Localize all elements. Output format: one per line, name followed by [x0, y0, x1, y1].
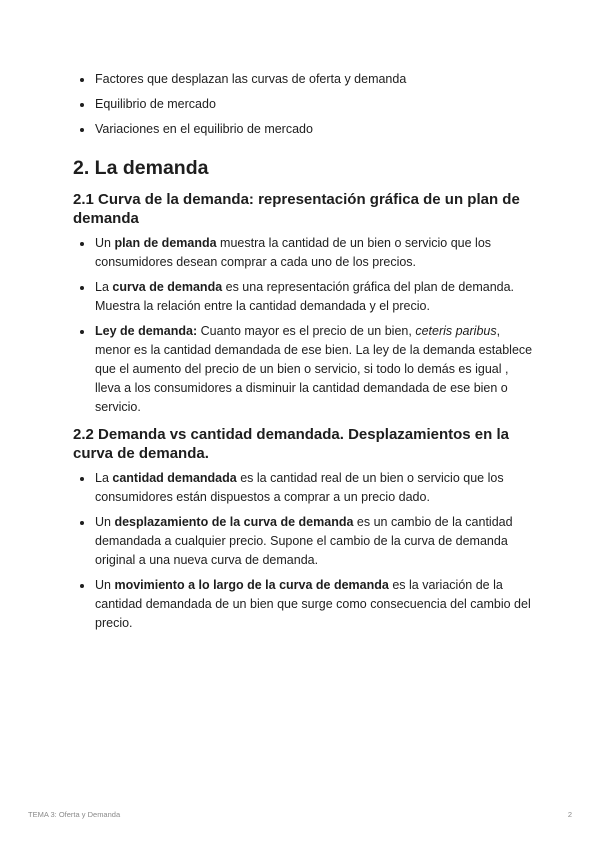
list-item: La cantidad demandada es la cantidad real de un bien o servicio que los consumidores están dispuestos a comprar a un precio dado.	[73, 469, 533, 507]
key-term: movimiento a lo largo de la curva de demanda	[114, 578, 389, 592]
list-item: Un plan de demanda muestra la cantidad de un bien o servicio que los consumidores desean comprar a cada uno de los precios.	[73, 234, 533, 272]
list-item: Un desplazamiento de la curva de demanda es un cambio de la cantidad demandada a cualquier precio. Supone el cambio de la curva de demanda original a una nueva curva de demanda.	[73, 513, 533, 570]
key-term: desplazamiento de la curva de demanda	[114, 515, 354, 529]
section-heading: 2. La demanda	[73, 157, 209, 179]
subsection-heading: 2.1 Curva de la demanda: representación gráfica de un plan de demanda	[73, 191, 520, 227]
definition-list	[73, 469, 533, 633]
definition-list	[73, 234, 533, 417]
page-content	[73, 70, 533, 639]
key-term: curva de demanda	[112, 280, 223, 294]
list-item: Factores que desplazan las curvas de oferta y demanda	[73, 70, 533, 89]
key-term: Ley de demanda:	[95, 324, 198, 338]
list-item: Ley de demanda: Cuanto mayor es el precio de un bien, ceteris paribus, menor es la cantidad demandada de ese bien. La ley de la demanda establece que el aumento del precio de un bien o servicio, si todo lo demás es igual , lleva a los consumidores a disminuir la cantidad demandada de ese bien o servicio.	[73, 322, 533, 417]
list-item: Equilibrio de mercado	[73, 95, 533, 114]
list-item: Un movimiento a lo largo de la curva de demanda es la variación de la cantidad demandada de un bien que surge como consecuencia del cambio del precio.	[73, 576, 533, 633]
topic-list	[73, 70, 533, 139]
key-term: plan de demanda	[114, 236, 217, 250]
list-item: La curva de demanda es una representación gráfica del plan de demanda. Muestra la relación entre la cantidad demandada y el precio.	[73, 278, 533, 316]
footer-title: TEMA 3: Oferta y Demanda	[28, 810, 121, 819]
list-item: Variaciones en el equilibrio de mercado	[73, 120, 533, 139]
subsection-heading: 2.2 Demanda vs cantidad demandada. Desplazamientos en la curva de demanda.	[73, 426, 509, 462]
page-number: 2	[567, 810, 572, 819]
key-term: cantidad demandada	[112, 471, 237, 485]
latin-term: ceteris paribus	[415, 324, 497, 338]
